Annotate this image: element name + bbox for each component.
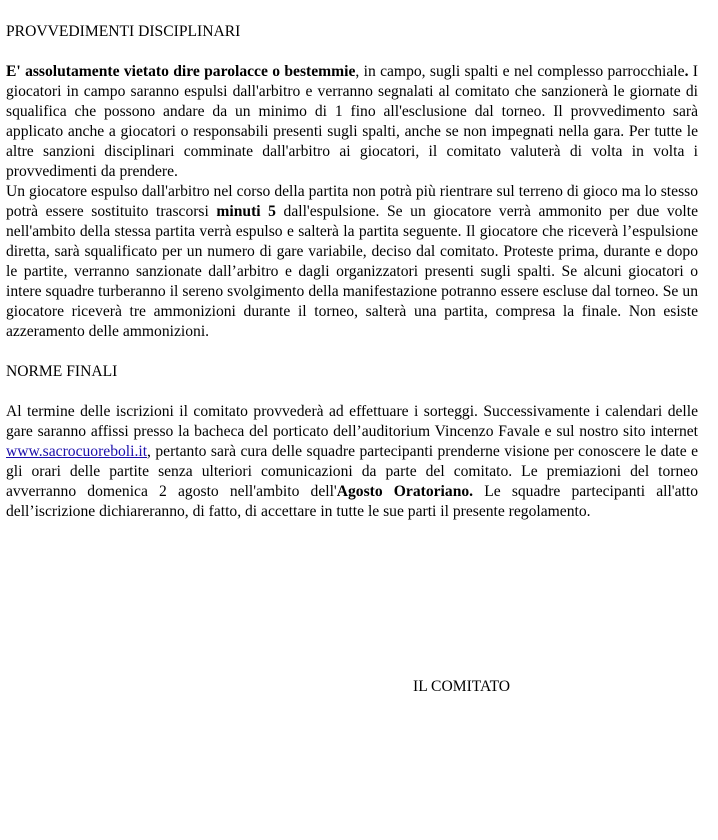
text-norme-1: Al termine delle iscrizioni il comitato provvederà ad effettuare i sorteggi. Successivamente i calendari delle gare saranno affissi presso la bacheca del porticato dell’auditorium Vincenzo Favale e sul nostro sito internet — [6, 403, 698, 440]
spacer — [6, 342, 698, 362]
text-espulsione-1: Un giocatore espulso dall'arbitro nel corso della partita non potrà più rientrare sul terreno di gioco ma lo stesso potrà essere sostituito trascorsi — [6, 183, 698, 220]
text-vietato-1: , in campo, sugli spalti e nel complesso parrocchiale — [355, 63, 685, 80]
bold-agosto-oratoriano: Agosto Oratoriano. — [336, 483, 474, 500]
bold-minuti: minuti 5 — [216, 203, 276, 220]
text-norme-2: , pertanto sarà cura delle squadre partecipanti prenderne visione per conoscere le date e gli orari delle partite senza ulteriori comunicazioni da parte del comitato. Le premiazioni del torneo avverranno domenica 2 agosto nell'ambito dell' — [6, 443, 698, 500]
document-body — [6, 22, 698, 522]
website-link[interactable]: www.sacrocuoreboli.it — [6, 443, 148, 460]
section-title-provvedimenti: PROVVEDIMENTI DISCIPLINARI — [6, 23, 241, 40]
paragraph-norme — [6, 402, 698, 522]
paragraph-espulsione — [6, 182, 698, 342]
section-title-norme-finali: NORME FINALI — [6, 363, 118, 380]
paragraph-vietato — [6, 62, 698, 182]
text-vietato-2: I giocatori in campo saranno espulsi dall'arbitro e verranno segnalati al comitato che sanzionerà le giornate di squalifica che possono andare da un minimo di 1 fino all'esclusione dal torneo. Il provvedimento sarà applicato anche a giocatori o responsabili presenti sugli spalti, anche se non impegnati nella gara. Per tutte le altre sanzioni disciplinari comminate dall'arbitro ai giocatori, il comitato valuterà di volta in volta i provvedimenti da prendere. — [6, 63, 698, 180]
signature-comitato: IL COMITATO — [413, 678, 511, 695]
text-norme-3: Le squadre partecipanti all'atto dell’iscrizione dichiareranno, di fatto, di accettare in tutte le sue parti il presente regolamento. — [6, 483, 698, 520]
bold-vietato: E' assolutamente vietato dire parolacce o bestemmie — [6, 63, 356, 80]
bold-period: . — [684, 63, 689, 80]
text-espulsione-2: dall'espulsione. Se un giocatore verrà ammonito per due volte nell'ambito della stessa partita verrà espulso e salterà la partita seguente. Il giocatore che riceverà l’espulsione diretta, sarà squalificato per un numero di gare variabile, deciso dal comitato. Proteste prima, durante e dopo le partite, verranno sanzionate dall’arbitro e dagli organizzatori presenti sugli spalti. Se alcuni giocatori o intere squadre turberanno il sereno svolgimento della manifestazione potranno essere escluse dal torneo. Se un giocatore riceverà tre ammonizioni durante il torneo, salterà una partita, compresa la finale. Non esiste azzeramento delle ammonizioni. — [6, 203, 699, 340]
